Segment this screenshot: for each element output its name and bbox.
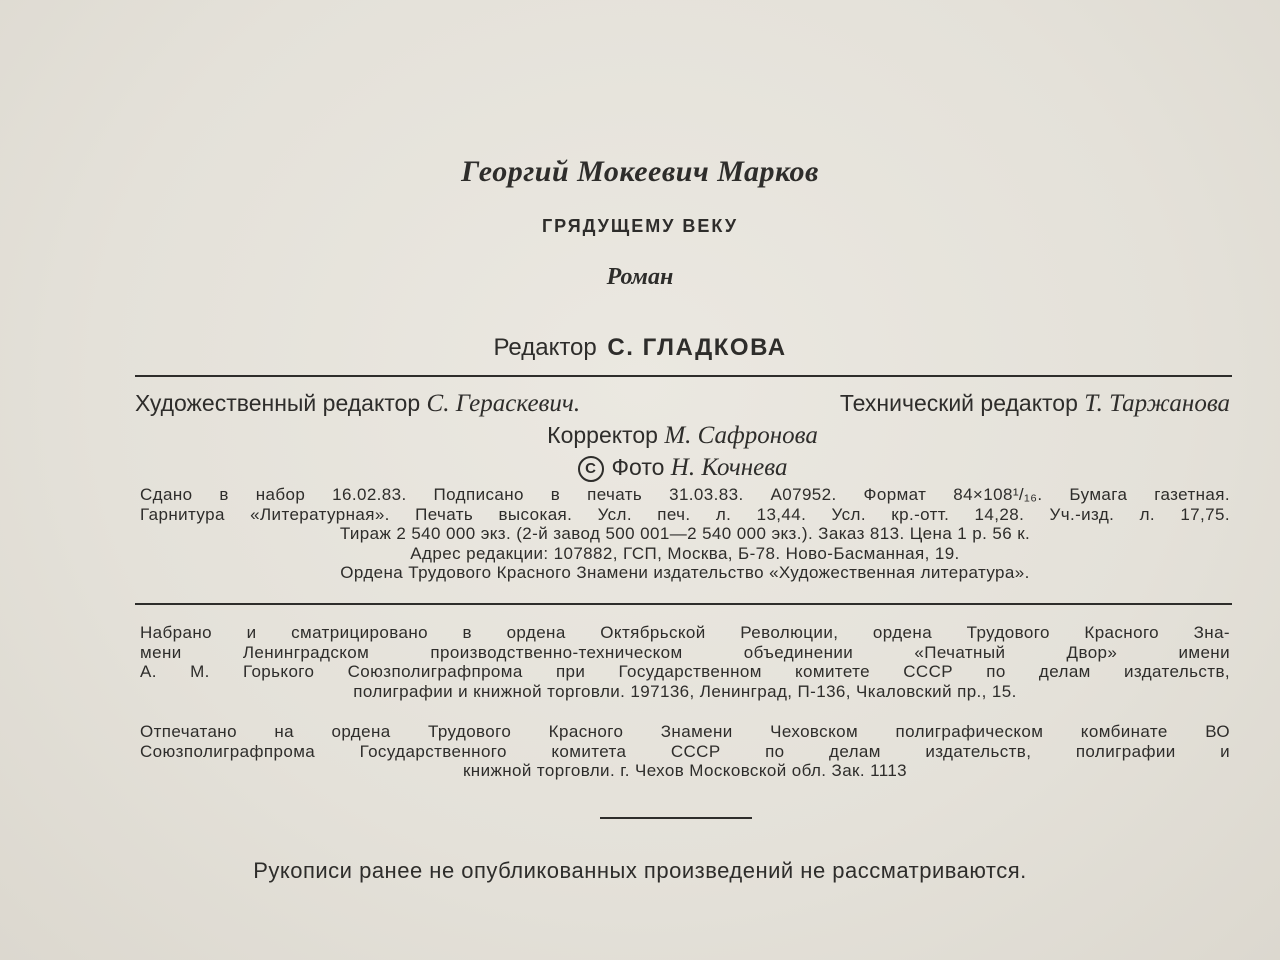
printed-line: книжной торговли. г. Чехов Московской обл. Зак. 1113 (462, 761, 908, 780)
printed-line: Союзполиграфпрома Государственного комитета СССР по делам издательств, полиграфии и (140, 741, 1230, 761)
divider-middle (135, 603, 1232, 605)
editor-label: Редактор (493, 334, 597, 361)
book-title: ГРЯДУЩЕМУ ВЕКУ (541, 216, 739, 236)
typeset-line: А. М. Горького Союзполиграфпрома при Государственном комитете СССР по делам издательств, (140, 662, 1230, 681)
photo-label: Фото (611, 454, 665, 480)
tech-editor-label: Технический редактор (839, 390, 1078, 416)
tech-editor (840, 390, 1230, 418)
imprint-line: Адрес редакции: 107882, ГСП, Москва, Б-78. Ново-Басманная, 19. (410, 543, 960, 563)
art-editor-name: С. Гераскевич. (426, 390, 581, 417)
typeset-line: Набрано и сматрицировано в ордена Октябрьской Революции, ордена Трудового Красного Зна- (140, 623, 1230, 642)
book-genre: Роман (606, 264, 674, 290)
printed-block (140, 722, 1230, 781)
photo-credit (135, 454, 1230, 482)
printed-line: Отпечатано на ордена Трудового Красного Знамени Чеховском полиграфическом комбинате ВО (140, 722, 1230, 741)
tech-editor-name: Т. Таржанова (1084, 390, 1230, 417)
art-editor (135, 390, 580, 418)
divider-short (600, 817, 752, 819)
corrector-name: М. Сафронова (664, 422, 818, 449)
divider-top (135, 375, 1232, 377)
typeset-line: мени Ленинградском производственно-техническом объединении «Печатный Двор» имени (140, 642, 1230, 662)
copyright-icon: С (578, 456, 604, 482)
corrector (135, 422, 1230, 450)
corrector-label: Корректор (547, 422, 658, 448)
imprint-line: Сдано в набор 16.02.83. Подписано в печать 31.03.83. А07952. Формат 84×108¹/₁₆. Бумага газетная. (140, 485, 1230, 504)
book-author: Георгий Мокеевич Марков (461, 155, 819, 188)
imprint-line: Ордена Трудового Красного Знамени издательство «Художественная литература». (340, 563, 1030, 582)
editor-name: С. ГЛАДКОВА (607, 334, 787, 361)
photo-name: Н. Кочнева (670, 454, 788, 481)
imprint-block (140, 485, 1230, 583)
editor-line (0, 334, 1280, 362)
imprint-line: Тираж 2 540 000 экз. (2-й завод 500 001—2 540 000 экз.). Заказ 813. Цена 1 р. 56 к. (339, 524, 1031, 543)
typeset-line: полиграфии и книжной торговли. 197136, Ленинград, П-136, Чкаловский пр., 15. (353, 681, 1017, 701)
credits-block (135, 390, 1230, 482)
art-editor-label: Художественный редактор (135, 390, 421, 416)
footer-notice: Рукописи ранее не опубликованных произведений не рассматриваются. (253, 858, 1027, 883)
typeset-block (140, 623, 1230, 701)
imprint-line: Гарнитура «Литературная». Печать высокая. Усл. печ. л. 13,44. Усл. кр.-отт. 14,28. Уч.-изд. л. 17,75. (140, 504, 1230, 524)
